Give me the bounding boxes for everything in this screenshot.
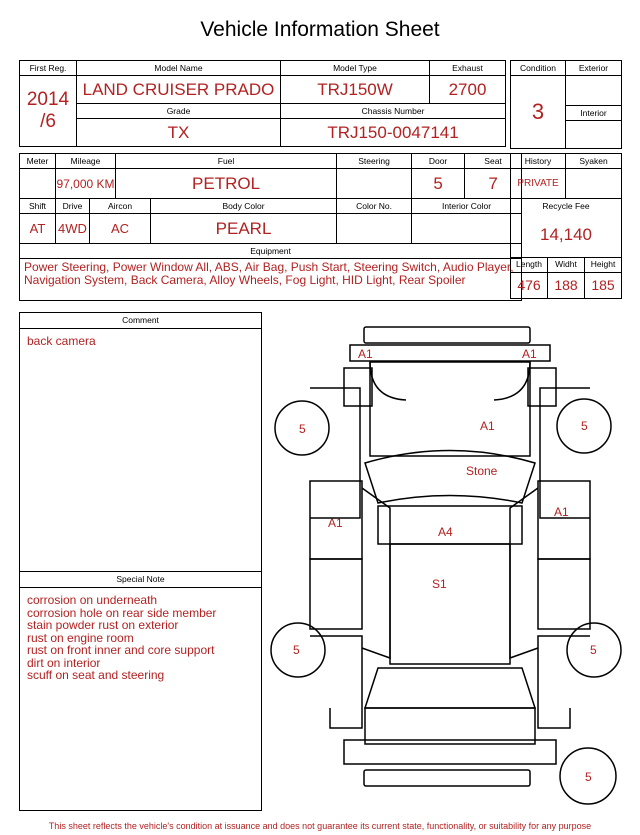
model-type-label: Model Type [281, 61, 430, 76]
right-front-door [538, 481, 590, 559]
chassis-value: TRJ150-0047141 [281, 119, 506, 147]
interior-value [566, 121, 622, 149]
meter-value [20, 169, 56, 199]
mileage-label: Mileage [56, 154, 116, 169]
right-rear-door [538, 559, 590, 629]
mark-windshield: Stone [466, 464, 498, 478]
condition-value: 3 [511, 76, 566, 149]
body-color-label: Body Color [151, 199, 337, 214]
mark-front-left: A1 [358, 347, 373, 361]
drive-value: 4WD [56, 214, 90, 244]
exterior-label: Exterior [566, 61, 622, 76]
front-grille [350, 345, 550, 361]
mark-hood: A1 [480, 419, 495, 433]
front-arches [370, 362, 530, 400]
mark-roof: A4 [438, 525, 453, 539]
mark-tire-rr: 5 [590, 643, 597, 657]
color-no-value [337, 214, 412, 244]
condition-label: Condition [511, 61, 566, 76]
left-rear-door [310, 559, 362, 629]
fuel-value: PETROL [116, 169, 337, 199]
steering-value [337, 169, 412, 199]
condition-table [510, 60, 622, 149]
mark-right-door: A1 [554, 505, 569, 519]
exhaust-label: Exhaust [430, 61, 506, 76]
left-quarter [310, 636, 362, 728]
recycle-value: 14,140 [511, 213, 622, 257]
rear-step [364, 770, 530, 786]
car-damage-diagram [270, 318, 630, 818]
mark-tire-rl: 5 [293, 643, 300, 657]
length-label: Length [511, 257, 548, 272]
interior-color-label: Interior Color [412, 199, 522, 214]
side-table [510, 153, 622, 299]
color-no-label: Color No. [337, 199, 412, 214]
notes-panel [19, 312, 262, 811]
front-bumper [364, 327, 530, 343]
mark-tire-fr: 5 [581, 419, 588, 433]
windshield [365, 451, 535, 504]
rear-window [365, 668, 535, 708]
interior-color-value [412, 214, 522, 244]
shift-label: Shift [20, 199, 56, 214]
left-fender [310, 388, 360, 518]
front-left-lamp [344, 368, 372, 406]
history-value: PRIVATE [511, 169, 566, 199]
specs-table [19, 153, 522, 301]
shift-value: AT [20, 214, 56, 244]
interior-label: Interior [566, 106, 622, 121]
aircon-value: AC [90, 214, 151, 244]
left-pillars [362, 488, 390, 658]
comment-label: Comment [20, 313, 261, 329]
equipment-label: Equipment [20, 244, 522, 259]
mark-front-right: A1 [522, 347, 537, 361]
roof [390, 544, 510, 664]
disclaimer-footer: This sheet reflects the vehicle's condition at issuance and does not guarantee its current state, functionality, or suitability for any purpose [48, 821, 592, 831]
door-label: Door [412, 154, 465, 169]
tailgate [365, 708, 535, 744]
meter-label: Meter [20, 154, 56, 169]
grade-label: Grade [77, 104, 281, 119]
syaken-label: Syaken [566, 154, 622, 169]
width-label: Widht [548, 257, 585, 272]
exterior-value [566, 76, 622, 106]
height-label: Height [585, 257, 622, 272]
fuel-label: Fuel [116, 154, 337, 169]
history-label: History [511, 154, 566, 169]
front-right-lamp [528, 368, 556, 406]
first-reg-value: 2014 /6 [20, 76, 77, 147]
body-color-value: PEARL [151, 214, 337, 244]
steering-label: Steering [337, 154, 412, 169]
right-pillars [510, 488, 538, 658]
model-name-value: LAND CRUISER PRADO [77, 76, 281, 104]
mark-spare: 5 [585, 770, 592, 784]
vehicle-main-table [19, 60, 506, 147]
seat-label: Seat [465, 154, 522, 169]
mark-tire-fl: 5 [299, 422, 306, 436]
model-name-label: Model Name [77, 61, 281, 76]
special-note-text: corrosion on underneath corrosion hole on rear side member stain powder rust on exterior rust on engine room rust on front inner and core support dirt on interior scuff on seat and steering [27, 593, 217, 682]
first-reg-label: First Reg. [20, 61, 77, 76]
syaken-value [566, 169, 622, 199]
page-title: Vehicle Information Sheet [200, 18, 440, 41]
special-note-label: Special Note [20, 571, 261, 588]
aircon-label: Aircon [90, 199, 151, 214]
height-value: 185 [585, 272, 622, 298]
grade-value: TX [77, 119, 281, 147]
hood [370, 362, 530, 456]
length-value: 476 [511, 272, 548, 298]
door-value: 5 [412, 169, 465, 199]
mark-left-door: A1 [328, 516, 343, 530]
mark-rear-roof: S1 [432, 577, 447, 591]
width-value: 188 [548, 272, 585, 298]
chassis-label: Chassis Number [281, 104, 506, 119]
model-type-value: TRJ150W [281, 76, 430, 104]
drive-label: Drive [56, 199, 90, 214]
equipment-value: Power Steering, Power Window All, ABS, Air Bag, Push Start, Steering Switch, Audio Player, Navigation System, Back Camera, Alloy Wheels, Fog Light, HID Light, Rear Spoiler [20, 259, 522, 301]
exhaust-value: 2700 [430, 76, 506, 104]
mileage-value: 97,000 KM [56, 169, 116, 199]
seat-value: 7 [465, 169, 522, 199]
comment-text: back camera [27, 334, 96, 348]
right-quarter [538, 636, 590, 728]
recycle-label: Recycle Fee [511, 199, 622, 214]
